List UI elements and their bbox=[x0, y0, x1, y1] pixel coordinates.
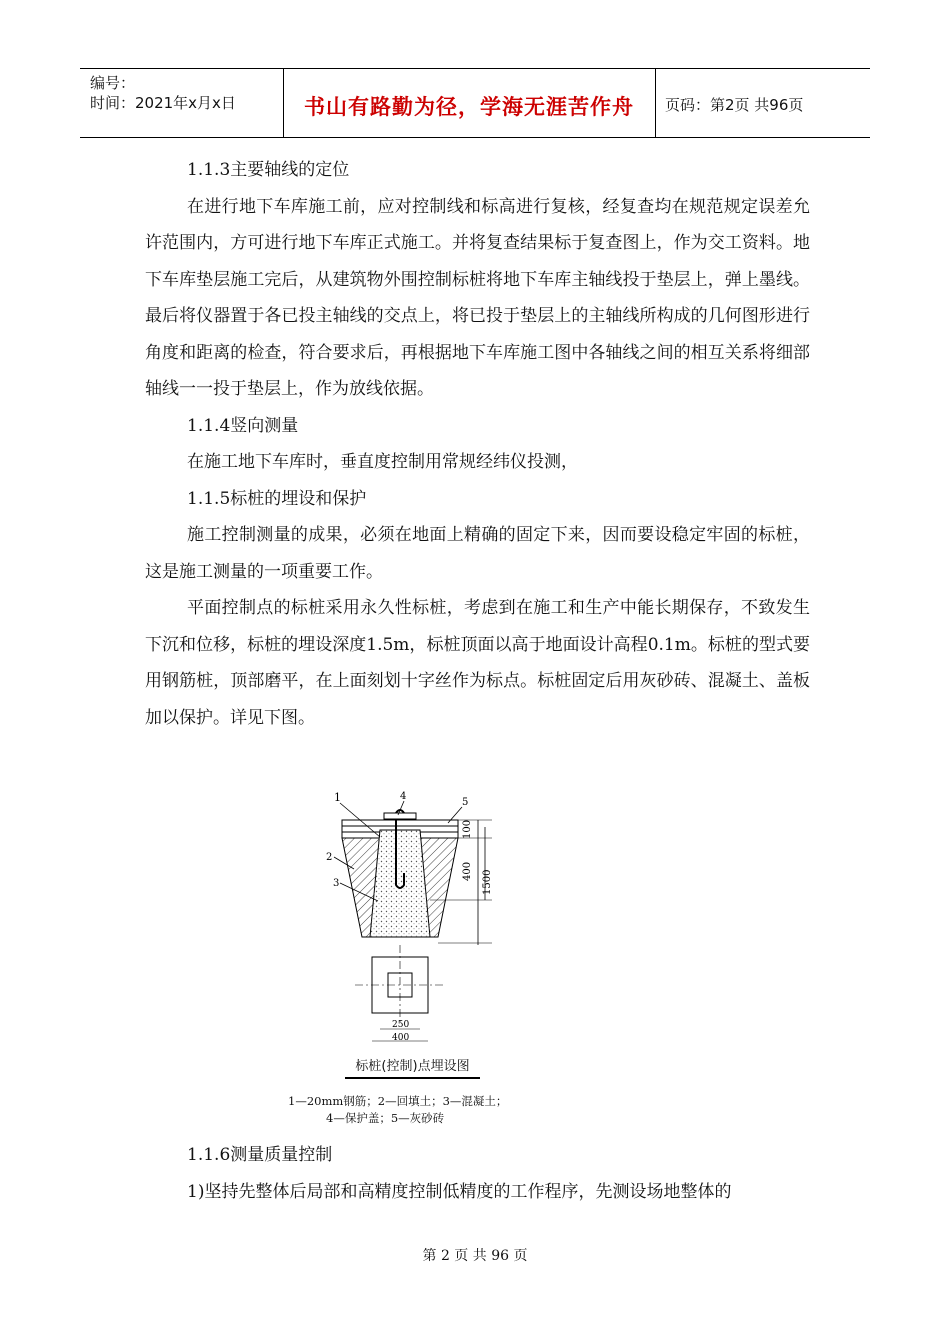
dim-100: 100 bbox=[462, 819, 473, 839]
paragraph: 在施工地下车库时，垂直度控制用常规经纬仪投测， bbox=[187, 452, 578, 472]
paragraph: 1)坚持先整体后局部和高精度控制低精度的工作程序，先测设场地整体的 bbox=[187, 1181, 732, 1202]
figure-legend bbox=[288, 1093, 507, 1127]
label-3: 3 bbox=[333, 878, 340, 889]
page-info: 页码：第2页 共96页 bbox=[665, 96, 804, 114]
label-5: 5 bbox=[462, 797, 469, 808]
header-meta-cell bbox=[80, 69, 284, 137]
label-1: 1 bbox=[334, 791, 341, 804]
label-4: 4 bbox=[400, 791, 407, 802]
paragraph: 在进行地下车库施工前，应对控制线和标高进行复核，经复查均在规范规定误差允许范围内，方可进行地下车库正式施工。并将复查结果标于复查图上，作为交工资料。地下车库垫层施工完后，从建筑物外围控制标桩将地下车库主轴线投于垫层上，弹上墨线。最后将仪器置于各已投主轴线的交点上，将已投于垫层上的主轴线所构成的几何图形进行角度和距离的检查，符合要求后，再根据地下车库施工图中各轴线之间的相互关系将细部轴线一一投于垫层上，作为放线依据。 bbox=[145, 196, 810, 399]
figure-caption: 标桩(控制)点埋设图 bbox=[345, 1055, 480, 1079]
paragraph: 施工控制测量的成果，必须在地面上精确的固定下来，因而要设稳定牢固的标桩，这是施工测量的一项重要工作。 bbox=[145, 525, 810, 582]
section-heading: 1.1.5标桩的埋设和保护 bbox=[187, 488, 367, 509]
dim-1500: 1500 bbox=[482, 869, 493, 895]
paragraph: 平面控制点的标桩采用永久性标桩，考虑到在施工和生产中能长期保存，不致发生下沉和位移，标桩的埋设深度1.5m，标桩顶面以高于地面设计高程0.1m。标桩的型式要用钢筋桩，顶部磨平，在上面刻划十字丝作为标点。标桩固定后用灰砂砖、混凝土、盖板加以保护。详见下图。 bbox=[145, 598, 810, 728]
protective-cover bbox=[384, 813, 416, 819]
document-body bbox=[145, 152, 810, 736]
page-footer: 第 2 页 共 96 页 bbox=[422, 1248, 528, 1264]
section-heading: 1.1.6测量质量控制 bbox=[187, 1145, 333, 1165]
code-label: 编号： bbox=[90, 74, 136, 92]
benchmark-diagram bbox=[280, 785, 560, 1055]
time-label: 时间：2021年x月x日 bbox=[90, 94, 236, 112]
legend-line: 1—20mm钢筋；2—回填土；3—混凝土； bbox=[288, 1094, 508, 1108]
section-heading: 1.1.3主要轴线的定位 bbox=[187, 160, 350, 180]
dim-400-vertical: 400 bbox=[462, 861, 473, 881]
dim-400-horizontal: 400 bbox=[392, 1033, 410, 1043]
benchmark-figure bbox=[280, 785, 560, 1145]
page-header bbox=[80, 68, 870, 138]
legend-line: 4—保护盖；5—灰砂砖 bbox=[326, 1111, 445, 1125]
header-page-cell bbox=[655, 69, 870, 137]
section-heading: 1.1.4竖向测量 bbox=[187, 415, 299, 436]
dim-250: 250 bbox=[392, 1020, 410, 1030]
label-2: 2 bbox=[326, 852, 333, 863]
header-motto-cell bbox=[283, 69, 656, 137]
motto: 书山有路勤为径，学海无涯苦作舟 bbox=[304, 95, 634, 119]
document-body-continued bbox=[145, 1137, 810, 1210]
